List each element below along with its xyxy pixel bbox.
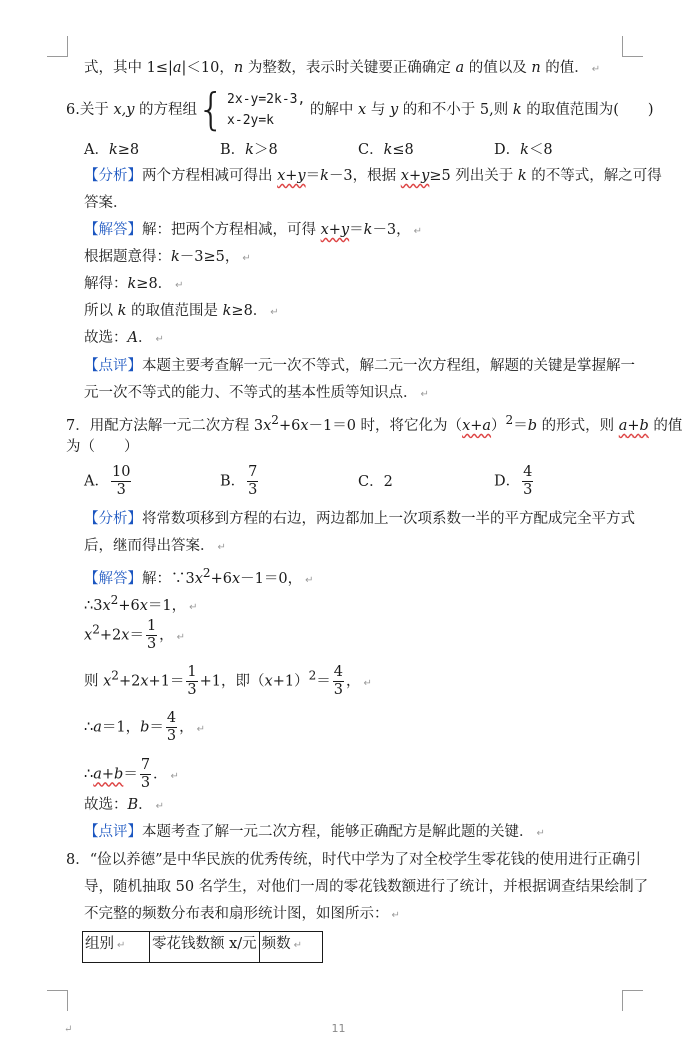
- q6-option-c: C．k≤8: [358, 142, 414, 158]
- page-number: 11: [331, 1022, 346, 1035]
- q7-step2: $x^2+2x=$ $\frac{1}{3}$ ， ↵: [84, 618, 186, 652]
- q7-option-d: D． $\frac{4}{3}$: [494, 464, 533, 498]
- q7-stem-line1: 7．用配方法解一元二次方程 $3x^2+6x-1=0$ 时，将它化为$(x+a)^2=b$ 的形式，则 a+b 的值: [66, 413, 682, 434]
- q7-option-b: B． $\frac{7}{3}$: [220, 464, 258, 498]
- q6-option-b: B．k＞8: [220, 142, 278, 158]
- table-header-cell: 组别 ↵: [83, 932, 150, 963]
- q7-stem-line2: 为（ ）: [66, 439, 139, 455]
- q7-step5: ∴a+b＝ $\frac{7}{3}$ ． ↵: [84, 757, 179, 791]
- frequency-table: [82, 931, 323, 963]
- q8-stem-line2: 导，随机抽取 50 名学生，对他们一周的零花钱数额进行了统计，并根据调查结果绘制了: [84, 879, 649, 895]
- q7-step3: 则 $x^2+2x+1=$ $\frac{1}{3}$ +1，即$(x+1)^2=$ $\frac{4}{3}$ ， ↵: [84, 664, 372, 698]
- q7-analysis-line2: 后，继而得出答案． ↵: [84, 538, 226, 554]
- paragraph-mark: ↵: [64, 1024, 73, 1035]
- q8-stem-line1: 8．“俭以养德”是中华民族的优秀传统，时代中学为了对全校学生零花钱的使用进行正确引: [66, 852, 642, 868]
- q8-stem-line3: 不完整的频数分布表和扇形统计图，如图所示： ↵: [84, 906, 400, 922]
- table-header-cell: 零花钱数额 x/元: [150, 932, 260, 963]
- q7-step1: $\therefore 3x^2+6x=1$， ↵: [84, 593, 198, 614]
- q6-comment-line1: 【点评】本题主要考查解一元一次不等式，解二元一次方程组，解题的关键是掌握解一: [84, 358, 635, 374]
- q7-option-c: C．2: [358, 474, 393, 490]
- table-header-row: [83, 932, 323, 963]
- q6-option-a: A．k≥8: [84, 142, 140, 158]
- q6-choice: 故选：A． ↵: [84, 330, 164, 346]
- crop-mark-bottom-right: [622, 990, 643, 1011]
- q7-comment: 【点评】本题考查了解一元二次方程，能够正确配方是解此题的关键． ↵: [84, 824, 545, 840]
- crop-mark-bottom-left: [47, 990, 68, 1011]
- q6-step1: 根据题意得：k－3≥5， ↵: [84, 249, 251, 265]
- intro-line: 式，其中 1≤|a|＜10，n 为整数，表示时关键要正确确定 a 的值以及 n 的值． ↵: [84, 60, 601, 76]
- table-header-cell: 频数 ↵: [259, 932, 322, 963]
- q6-answer-line1: 【解答】解：把两个方程相减，可得 x+y＝k－3， ↵: [84, 222, 423, 238]
- crop-mark-top-right: [622, 36, 643, 57]
- q7-step4: ∴a＝1，b＝ $\frac{4}{3}$ ， ↵: [84, 710, 206, 744]
- q6-comment-line2: 元一次不等式的能力、不等式的基本性质等知识点． ↵: [84, 385, 429, 401]
- q7-analysis-line1: 【分析】将常数项移到方程的右边，两边都加上一次项系数一半的平方配成完全平方式: [84, 511, 635, 527]
- q7-option-a: A． $\frac{10}{3}$: [84, 464, 131, 498]
- crop-mark-top-left: [47, 36, 68, 57]
- q7-choice: 故选：B． ↵: [84, 797, 165, 813]
- equation-system: { 2x-y=2k-3, x-2y=k: [197, 84, 306, 135]
- q6-step2: 解得：k≥8． ↵: [84, 276, 184, 292]
- q6-option-d: D．k＜8: [494, 142, 553, 158]
- q6-step3: 所以 k 的取值范围是 k≥8． ↵: [84, 303, 279, 319]
- q6-analysis-line1: 【分析】两个方程相减可得出 x+y＝k－3，根据 x+y≥5 列出关于 k 的不等式，解之可得: [84, 168, 662, 184]
- q7-answer: 【解答】解：$\because 3x^2+6x-1=0$， ↵: [84, 566, 314, 587]
- q6-analysis-line2: 答案．: [84, 195, 128, 211]
- q6-stem: 6.关于 x,y 的方程组 { 2x-y=2k-3, x-2y=k 的解中 x 与 y 的和不小于 5,则 k 的取值范围为( ): [66, 84, 654, 135]
